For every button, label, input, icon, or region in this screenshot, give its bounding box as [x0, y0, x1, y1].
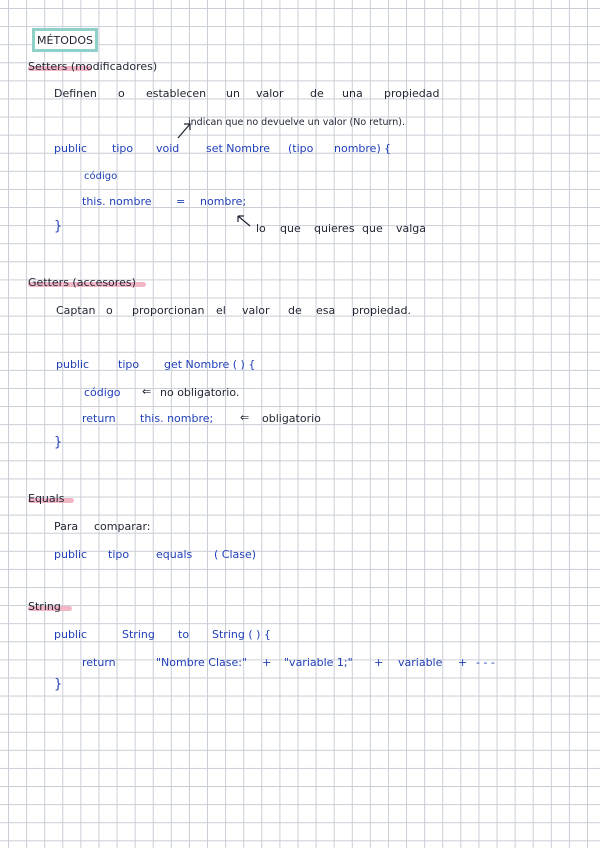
setters-note-word: valga	[396, 222, 427, 235]
string-return-token: +	[262, 656, 272, 669]
setters-signature-token: tipo	[112, 142, 134, 155]
string-return-token: return	[82, 656, 116, 669]
getters-desc-word: proporcionan	[132, 304, 205, 317]
equals-desc-word: comparar:	[94, 520, 151, 533]
setters-close-brace: }	[54, 219, 63, 234]
getters-desc-word: el	[216, 304, 226, 317]
getters-code: código	[84, 386, 121, 399]
string-signature-token: String ( ) {	[212, 628, 271, 641]
string-return-token: "variable 1;"	[284, 656, 353, 669]
string-return-token: +	[458, 656, 468, 669]
string-heading: String	[28, 600, 61, 613]
setters-assign-rhs: nombre;	[200, 195, 247, 208]
getters-return: return	[82, 412, 116, 425]
arrow-left-icon: ⇐	[142, 385, 152, 398]
arrow-left-icon: ⇐	[240, 411, 250, 424]
setters-desc-word: un	[226, 87, 240, 100]
string-return-token: +	[374, 656, 384, 669]
string-return-token: "Nombre Clase:"	[156, 656, 248, 669]
setters-desc-word: de	[310, 87, 324, 100]
getters-signature-token: tipo	[118, 358, 140, 371]
string-signature-token: to	[178, 628, 190, 641]
setters-signature-token: set Nombre	[206, 142, 271, 155]
setters-desc-word: establecen	[146, 87, 207, 100]
string-signature-token: String	[122, 628, 155, 641]
equals-signature-token: public	[54, 548, 88, 561]
setters-desc-word: una	[342, 87, 363, 100]
setters-note-word: que	[362, 222, 383, 235]
setters-note-word: que	[280, 222, 301, 235]
equals-signature-token: equals	[156, 548, 193, 561]
equals-heading: Equals	[28, 492, 65, 505]
getters-desc-word: de	[288, 304, 302, 317]
setters-desc-word: valor	[256, 87, 284, 100]
setters-note-word: lo	[256, 222, 266, 235]
getters-note-optional: no obligatorio.	[160, 386, 240, 399]
setters-desc-word: o	[118, 87, 125, 100]
getters-desc-word: Captan	[56, 304, 96, 317]
setters-signature-token: public	[54, 142, 88, 155]
setters-body-code: código	[84, 171, 118, 182]
getters-return-value: this. nombre;	[140, 412, 214, 425]
string-close-brace: }	[54, 677, 63, 692]
arrow-up-left-icon	[234, 212, 252, 228]
setters-assign-lhs: this. nombre	[82, 195, 152, 208]
setters-signature-token: nombre)	[334, 142, 381, 155]
setters-desc-word: Definen	[54, 87, 97, 100]
getters-desc-word: o	[106, 304, 113, 317]
setters-desc-word: propiedad	[384, 87, 440, 100]
getters-signature-token: get Nombre ( ) {	[164, 358, 256, 371]
setters-assign-eq: =	[176, 195, 186, 208]
string-return-token: - - -	[476, 656, 495, 669]
getters-heading: Getters (accesores)	[28, 276, 136, 289]
getters-desc-word: propiedad.	[352, 304, 412, 317]
setters-signature-token: (tipo	[288, 142, 314, 155]
setters-note-top: indican que no devuelve un valor (No return).	[188, 117, 405, 128]
setters-signature-token: void	[156, 142, 180, 155]
getters-signature-token: public	[56, 358, 90, 371]
setters-signature-token: {	[384, 142, 391, 155]
getters-desc-word: esa	[316, 304, 336, 317]
equals-signature-token: ( Clase)	[214, 548, 257, 561]
getters-close-brace: }	[54, 435, 63, 450]
setters-heading: Setters (modificadores)	[28, 60, 158, 73]
getters-note-required: obligatorio	[262, 412, 321, 425]
equals-signature-token: tipo	[108, 548, 130, 561]
equals-desc-word: Para	[54, 520, 79, 533]
string-return-token: variable	[398, 656, 443, 669]
setters-note-word: quieres	[314, 222, 355, 235]
string-signature-token: public	[54, 628, 88, 641]
getters-desc-word: valor	[242, 304, 270, 317]
page-title: MÉTODOS	[32, 28, 98, 52]
